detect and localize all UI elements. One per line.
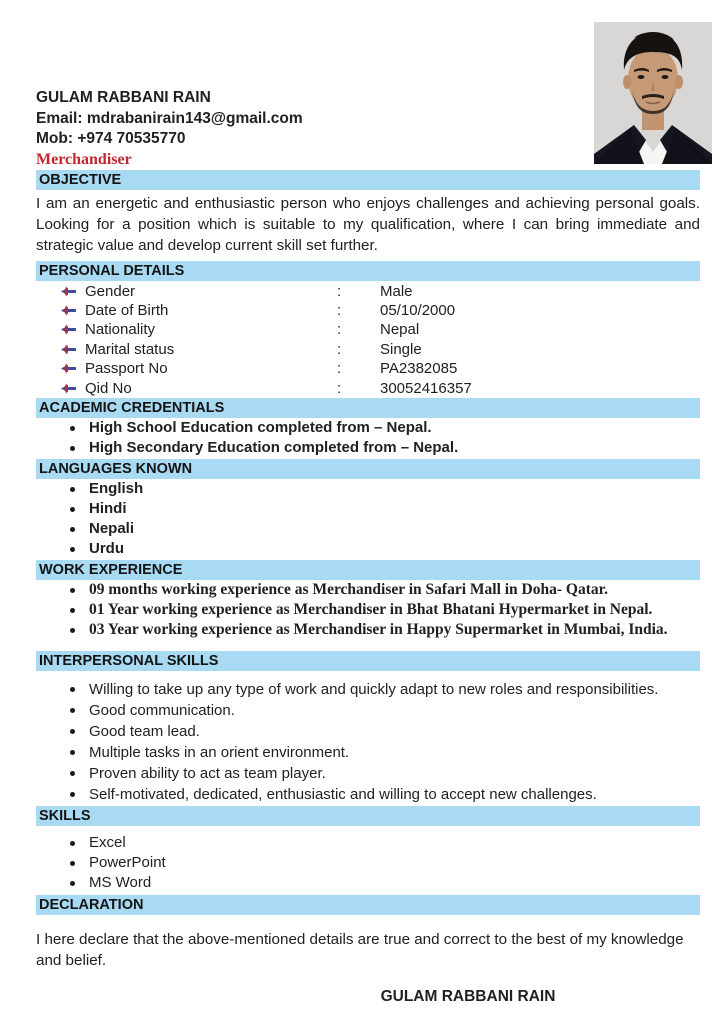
list-item [36,742,700,763]
bullet-dot-icon [70,608,75,613]
signature-name: GULAM RABBANI RAIN [380,987,556,1005]
bullet-dot-icon [70,841,75,846]
interpersonal-item: Good communication. [89,701,235,719]
list-item [36,833,700,853]
detail-value: Single [380,340,422,358]
list-item [36,873,700,893]
detail-label: Qid No [85,379,132,397]
personal-detail-row [36,359,700,378]
language-item: English [89,479,144,497]
personal-detail-row [36,340,700,359]
detail-colon: : [337,340,342,358]
detail-value: 05/10/2000 [380,301,456,319]
bullet-dot-icon [70,547,75,552]
arrow-bullet-icon [61,286,76,297]
list-item [36,418,700,438]
detail-value: Nepal [380,321,420,339]
language-item: Nepali [89,519,135,537]
work-experience-list [36,580,700,640]
personal-detail-row [36,320,700,339]
list-item [36,679,700,700]
email-line: Email: mdrabanirain143@gmail.com [36,109,303,127]
detail-value: Male [380,282,413,300]
section-heading-personal-details: PERSONAL DETAILS [36,261,700,281]
bullet-dot-icon [70,628,75,633]
list-item [36,763,700,784]
detail-colon: : [337,360,342,378]
interpersonal-item: Proven ability to act as team player. [89,764,326,782]
list-item [36,539,700,559]
personal-detail-row [36,378,700,397]
bullet-dot-icon [70,527,75,532]
interpersonal-item: Good team lead. [89,722,200,740]
bullet-dot-icon [70,588,75,593]
language-item: Hindi [89,499,127,517]
bullet-dot-icon [70,687,75,692]
interpersonal-item: Self-motivated, dedicated, enthusiastic and willing to accept new challenges. [89,785,597,803]
candidate-name: GULAM RABBANI RAIN [36,89,211,106]
section-heading-skills: SKILLS [36,806,700,826]
arrow-bullet-icon [61,305,76,316]
detail-label: Gender [85,282,136,300]
bullet-dot-icon [70,507,75,512]
work-item: 09 months working experience as Merchandiser in Safari Mall in Doha- Qatar. [89,580,608,598]
section-heading-work: WORK EXPERIENCE [36,560,700,580]
job-title: Merchandiser [36,150,132,168]
bullet-dot-icon [70,426,75,431]
resume-content [36,0,700,1006]
personal-detail-row [36,281,700,300]
detail-label: Passport No [85,360,168,378]
skill-item: MS Word [89,873,152,891]
academic-item: High Secondary Education completed from – Nepal. [89,438,459,456]
personal-details-list [36,281,700,397]
bullet-dot-icon [70,708,75,713]
list-item [36,784,700,805]
detail-colon: : [337,301,342,319]
list-item [36,499,700,519]
arrow-bullet-icon [61,363,76,374]
detail-label: Nationality [85,321,156,339]
list-item [36,479,700,499]
detail-colon: : [337,282,342,300]
list-item [36,721,700,742]
bullet-dot-icon [70,446,75,451]
interpersonal-item: Willing to take up any type of work and quickly adapt to new roles and responsibilities. [89,680,659,698]
list-item [36,580,700,600]
bullet-dot-icon [70,792,75,797]
detail-colon: : [337,379,342,397]
arrow-bullet-icon [61,383,76,394]
academic-item: High School Education completed from – Nepal. [89,418,432,436]
arrow-bullet-icon [61,324,76,335]
section-heading-declaration: DECLARATION [36,895,700,915]
bullet-dot-icon [70,729,75,734]
arrow-bullet-icon [61,344,76,355]
list-item [36,853,700,873]
list-item [36,438,700,458]
list-item [36,700,700,721]
language-item: Urdu [89,539,124,557]
detail-label: Marital status [85,340,175,358]
personal-detail-row [36,301,700,320]
academic-list [36,418,700,458]
bullet-dot-icon [70,771,75,776]
mobile-line: Mob: +974 70535770 [36,130,186,147]
bullet-dot-icon [70,881,75,886]
bullet-dot-icon [70,861,75,866]
skill-item: Excel [89,833,126,851]
languages-list [36,479,700,559]
bullet-dot-icon [70,487,75,492]
section-heading-languages: LANGUAGES KNOWN [36,459,700,479]
skill-item: PowerPoint [89,853,166,871]
declaration-text: I here declare that the above-mentioned details are true and correct to the best of my knowledge and belief. [36,930,684,969]
skills-list [36,833,700,893]
work-item: 03 Year working experience as Merchandiser in Happy Supermarket in Mumbai, India. [89,620,668,638]
list-item [36,600,700,620]
list-item [36,519,700,539]
section-heading-objective: OBJECTIVE [36,170,700,190]
interpersonal-item: Multiple tasks in an orient environment. [89,743,350,761]
section-heading-academic: ACADEMIC CREDENTIALS [36,398,700,418]
objective-text: I am an energetic and enthusiastic person who enjoys challenges and achieving personal goals. Looking for a position which is suitable to my qualification, where I can bring immediate and strategic value and develop current skill set further. [36,194,700,255]
work-item: 01 Year working experience as Merchandiser in Bhat Bhatani Hypermarket in Nepal. [89,600,653,618]
detail-label: Date of Birth [85,301,169,319]
list-item [36,620,700,640]
detail-value: 30052416357 [380,379,472,397]
interpersonal-list [36,679,700,805]
section-heading-interpersonal: INTERPERSONAL SKILLS [36,651,700,671]
detail-colon: : [337,321,342,339]
bullet-dot-icon [70,750,75,755]
detail-value: PA2382085 [380,360,458,378]
